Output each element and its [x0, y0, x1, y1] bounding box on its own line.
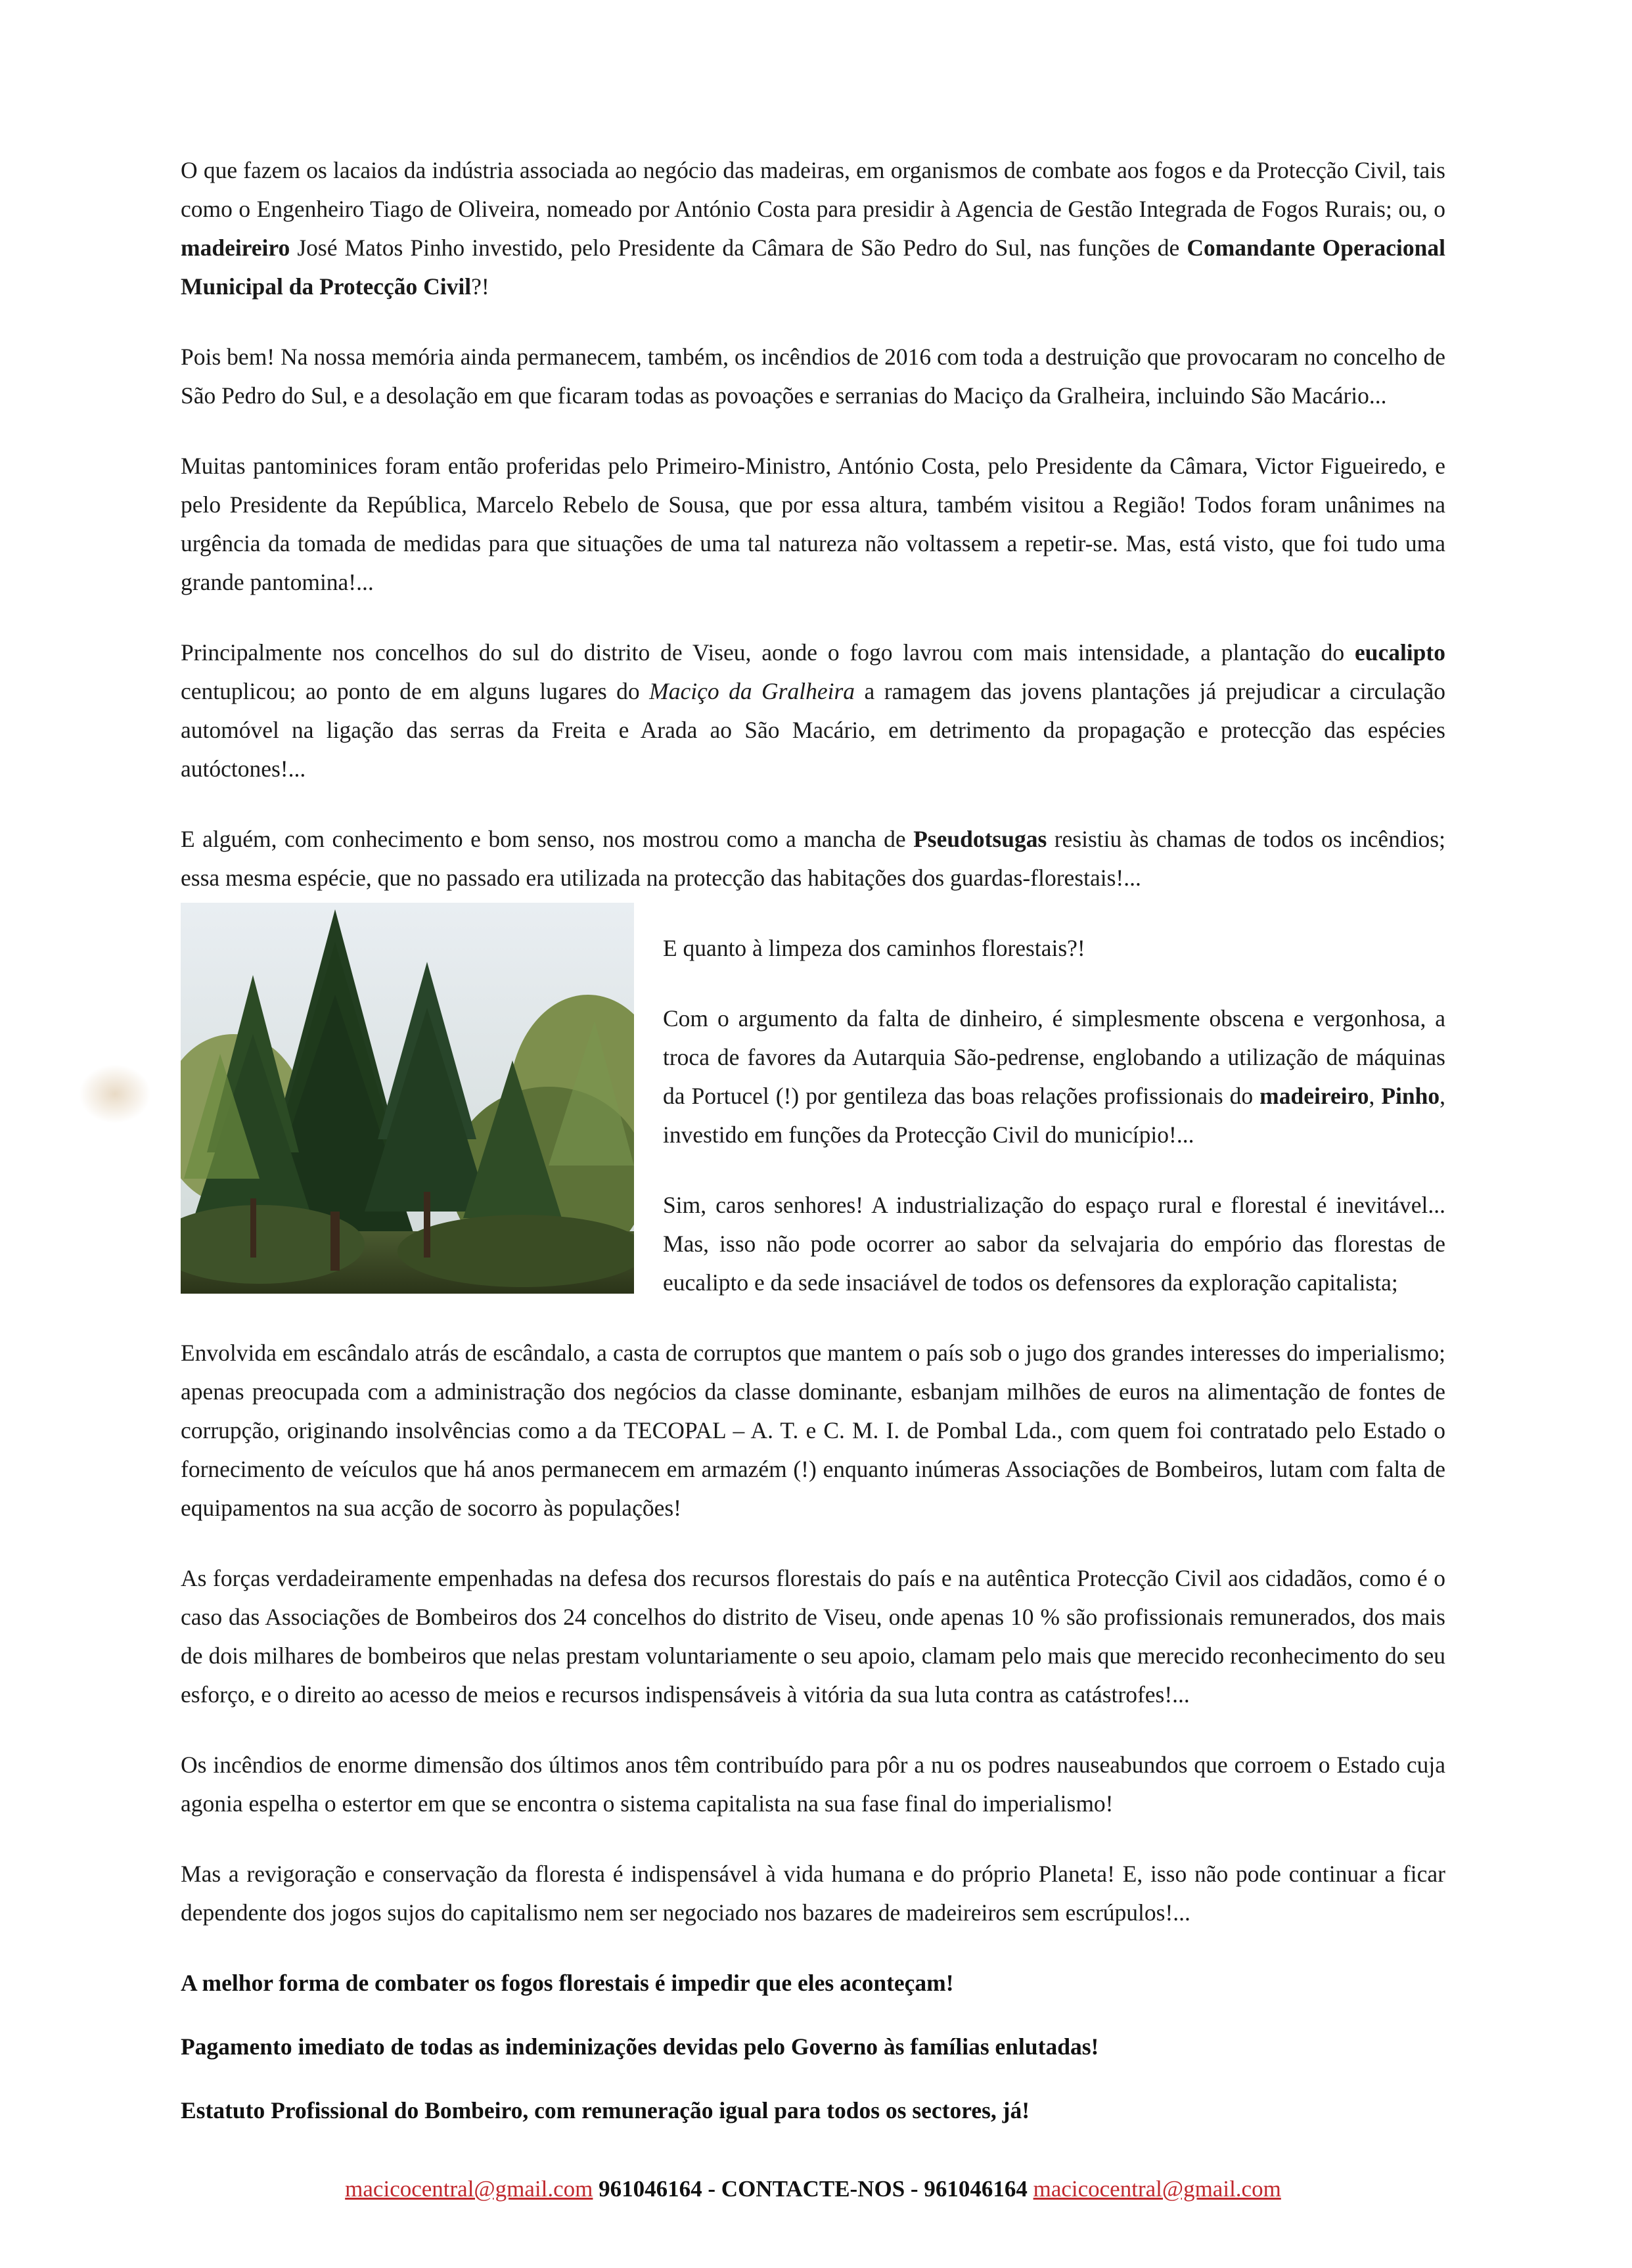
p4-text-a: Principalmente nos concelhos do sul do distrito de Viseu, aonde o fogo lavrou com mais intensidade, a plantação do [181, 639, 1355, 666]
p5-pseudotsugas: Pseudotsugas [913, 826, 1047, 852]
email-link-left[interactable]: macicocentral@gmail.com [345, 2176, 593, 2202]
paragraph-12: Mas a revigoração e conservação da floresta é indispensável à vida humana e do próprio Planeta! E, isso não pode continuar a ficar dependente dos jogos sujos do capitalismo nem ser negociado nos bazares de madeireiros sem escrúpulos!... [181, 1861, 1445, 1926]
p1-text-c: José Matos Pinho investido, pelo Presidente da Câmara de São Pedro do Sul, nas funções de [290, 235, 1187, 261]
p1-text-e: ?! [471, 273, 489, 300]
paragraph-9: Envolvida em escândalo atrás de escândalo, a casta de corruptos que mantem o país sob o jugo dos grandes interesses do imperialismo; apenas preocupada com a administração dos negócios da classe dominante, esbanjam milhões de euros na alimentação de fontes de corrupção, originando insolvências como a da TECOPAL – A. T. e C. M. I. de Pombal Lda., com quem foi contratado pelo Estado o fornecimento de veículos que há anos permanecem em armazém (!) enquanto inúmeras Associações de Bombeiros, lutam com falta de equipamentos na sua acção de socorro às populações! [181, 1340, 1445, 1521]
conifer-forest-photo-icon [181, 903, 634, 1294]
document-body [181, 151, 1445, 2208]
p1-text-a: O que fazem os lacaios da indústria associada ao negócio das madeiras, em organismos de combate aos fogos e da Protecção Civil, tais como o Engenheiro Tiago de Oliveira, nomeado por António Costa para presidir à Agencia de Gestão Integrada de Fogos Rurais; ou, o [181, 157, 1445, 222]
contact-phone-text: 961046164 - CONTACTE-NOS - 961046164 [593, 2176, 1033, 2202]
p7-text-e: , investido em funções da Protecção Civil do município!... [663, 1083, 1445, 1148]
contact-line [181, 2169, 1445, 2208]
paragraph-10: As forças verdadeiramente empenhadas na defesa dos recursos florestais do país e na autêntica Protecção Civil aos cidadãos, como é o caso das Associações de Bombeiros dos 24 concelhos do distrito de Viseu, onde apenas 10 % são profissionais remunerados, dos mais de dois milhares de bombeiros que nelas prestam voluntariamente o seu apoio, clamam pelo mais que merecido reconhecimento do seu esforço, e o direito ao acesso de meios e recursos indispensáveis à vitória da sua luta contra as catástrofes!... [181, 1565, 1445, 1708]
p1-comandante: Comandante Operacional Municipal da Protecção Civil [181, 235, 1445, 300]
slogan-2: Pagamento imediato de todas as indeminizações devidas pelo Governo às famílias enlutadas! [181, 2033, 1099, 2060]
p5-text-a: E alguém, com conhecimento e bom senso, nos mostrou como a mancha de [181, 826, 914, 852]
paragraph-4 [181, 633, 1445, 788]
p7-pinho: Pinho [1381, 1083, 1440, 1109]
p7-madeireiro: madeireiro [1259, 1083, 1369, 1109]
p7-text-c: , [1369, 1083, 1382, 1109]
paper-stain [79, 1064, 151, 1123]
p4-eucalipto: eucalipto [1354, 639, 1445, 666]
closing-slogans [181, 1964, 1445, 2130]
slogan-1: A melhor forma de combater os fogos florestais é impedir que eles aconteçam! [181, 1970, 954, 1996]
p4-text-c: centuplicou; ao ponto de em alguns lugares do [181, 678, 650, 704]
p1-madeireiro: madeireiro [181, 235, 290, 261]
paragraph-3: Muitas pantominices foram então proferidas pelo Primeiro-Ministro, António Costa, pelo Presidente da Câmara, Victor Figueiredo, e pelo Presidente da República, Marcelo Rebelo de Sousa, que por essa altura, também visitou a Região! Todos foram unânimes na urgência da tomada de medidas para que situações de uma tal natureza não voltassem a repetir-se. Mas, está visto, que foi tudo uma grande pantomina!... [181, 453, 1445, 595]
paragraph-6: E quanto à limpeza dos caminhos florestais?! [663, 935, 1085, 961]
forest-photo [181, 903, 634, 1294]
paragraph-5-lead [181, 820, 1445, 897]
p4-text-e: a ramagem das jovens plantações já prejudicar a circulação automóvel na ligação das serras da Freita e Arada ao São Macário, em detrimento da propagação e protecção das espécies autóctones!... [181, 678, 1445, 782]
paragraph-11: Os incêndios de enorme dimensão dos últimos anos têm contribuído para pôr a nu os podres nauseabundos que corroem o Estado cuja agonia espelha o estertor em que se encontra o sistema capitalista na sua fase final do imperialismo! [181, 1752, 1445, 1817]
p4-macico: Maciço da Gralheira [649, 678, 855, 704]
p5-text-c: resistiu às chamas de todos os incêndios; essa mesma espécie, que no passado era utilizada na protecção das habitações dos guardas-florestais!... [181, 826, 1445, 891]
p7-text-a: Com o argumento da falta de dinheiro, é simplesmente obscena e vergonhosa, a troca de favores da Autarquia São-pedrense, englobando a utilização de máquinas da Portucel (!) por gentileza das boas relações profissionais do [663, 1005, 1445, 1109]
email-link-right[interactable]: macicocentral@gmail.com [1033, 2176, 1281, 2202]
paragraph-1 [181, 151, 1445, 306]
paragraph-8: Sim, caros senhores! A industrialização do espaço rural e florestal é inevitável... Mas, isso não pode ocorrer ao sabor da selvajaria do empório das florestas de eucalipto e da sede insaciável de todos os defensores da exploração capitalista; [663, 1192, 1445, 1296]
paragraph-2: Pois bem! Na nossa memória ainda permanecem, também, os incêndios de 2016 com toda a destruição que provocaram no concelho de São Pedro do Sul, e a desolação em que ficaram todas as povoações e serranias do Maciço da Gralheira, incluindo São Macário... [181, 344, 1445, 409]
slogan-3: Estatuto Profissional do Bombeiro, com remuneração igual para todos os sectores, já! [181, 2097, 1030, 2123]
